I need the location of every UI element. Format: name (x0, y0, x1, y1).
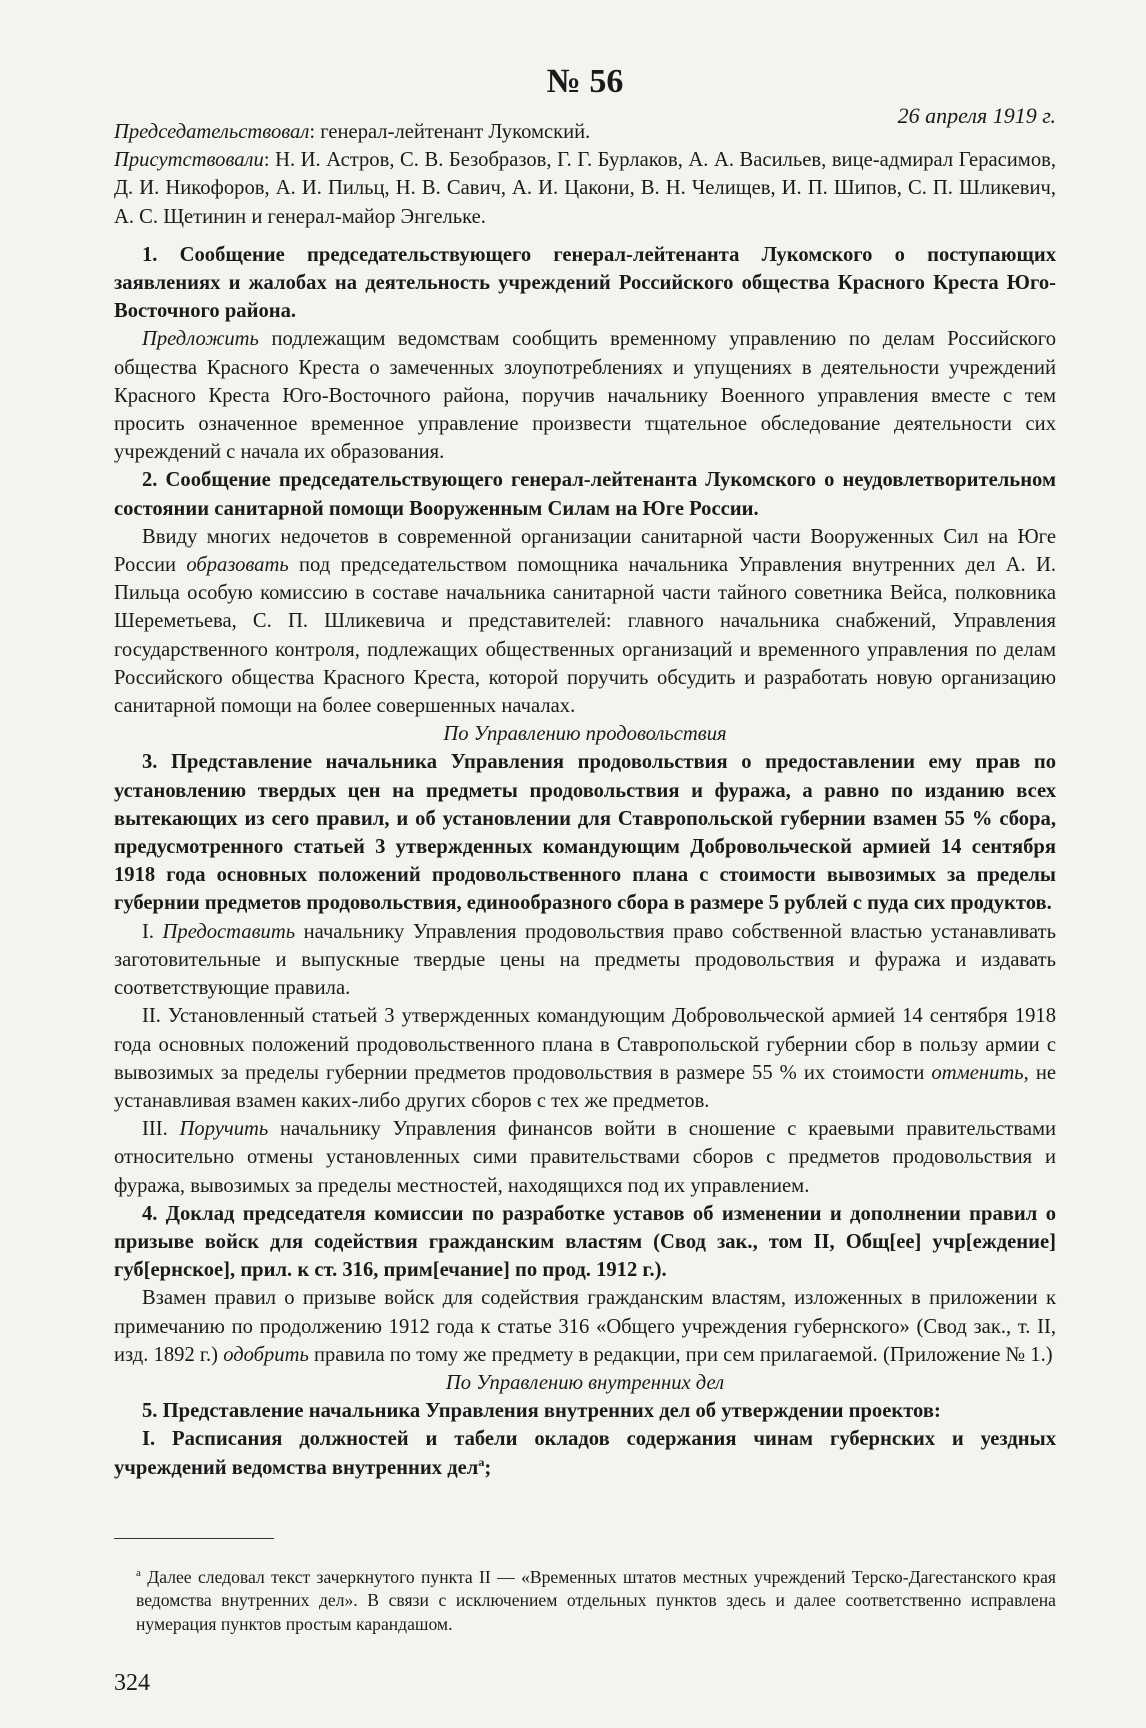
item4-text-a: Взамен правил о призыве войск для содействия гражданским властям, изложенных в приложении к примечанию по продолжению 1912 года к статье 316 «Общего учреждения губернского» (Свод зак., т. II, изд. 1892 г.) (114, 1287, 1056, 1366)
item3-p3-verb: Поручить (179, 1118, 269, 1141)
present-line (114, 146, 1056, 231)
footnote-divider (114, 1538, 274, 1539)
item3-p1-verb: Предоставить (162, 920, 296, 943)
item1-body (114, 325, 1056, 466)
item3-p3-text: начальнику Управления финансов войти в сношение с краевыми правительствами относительно отмены установленных сими правительствами сборов с предметов продовольствия и фуража, вывозимых за пределы местностей, находящихся под их управлением. (114, 1118, 1057, 1197)
item3-point2 (114, 1002, 1056, 1115)
item5-sub1-end: ; (484, 1456, 492, 1479)
footnote-mark: а (136, 1566, 141, 1579)
item3-p1-num: I. (142, 920, 163, 943)
item4-verb: одобрить (223, 1343, 309, 1366)
item3-p2-text-b: , не устанавливая взамен каких-либо других сборов с тех же предметов. (114, 1061, 1056, 1112)
item4-text-b: правила по тому же предмету в редакции, при сем прилагаемой. (Приложение № 1.) (308, 1343, 1053, 1366)
item1-text: подлежащим ведомствам сообщить временному управлению по делам Российского общества Красного Креста о замеченных злоупотреблениях и упущениях в деятельности учреждений Красного Креста Юго-Восточного района, поручив начальнику Военного управления вместе с тем просить означенное временное управление произвести тщательное обследование деятельности сих учреждений с начала их образования. (114, 328, 1056, 464)
item2-body (114, 523, 1056, 720)
item1-verb: Предложить (142, 328, 259, 351)
item4-body (114, 1284, 1056, 1369)
document-header (114, 62, 1056, 128)
item3-point3 (114, 1115, 1056, 1200)
item2-verb: образовать (186, 554, 289, 577)
item3-p2-text-a: II. Установленный статьей 3 утвержденных командующим Добровольческой армией 14 сентября 1918 года основных положений продовольственного плана в Ставропольской губернии сбор в пользу армии с вывозимых за пределы губернии предметов продовольствия в размере 55 % их стоимости (114, 1005, 1056, 1084)
item3-title: 3. Представление начальника Управления продовольствия о предоставлении ему прав по установлению твердых цен на предметы продовольствия и фуража, а равно по изданию всех вытекающих из сего правил, и об установлении для Ставропольской губернии взамен 55 % сбора, предусмотренного статьей 3 утвержденных командующим Добровольческой армией 14 сентября 1918 года основных положений продовольственного плана с стоимости вывозимых за пределы губернии предметов продовольствия, единообразного сбора в размере 5 рублей с пуда сих продуктов. (114, 751, 1056, 915)
chair-label: Председательствовал (114, 121, 310, 143)
document-date: 26 апреля 1919 г. (897, 103, 1056, 128)
item5-sub1 (114, 1425, 1056, 1481)
document-number: № 56 (546, 63, 624, 100)
footnote (136, 1566, 1056, 1637)
footnote-ref: а (478, 1454, 485, 1469)
item4-title: 4. Доклад председателя комиссии по разработке уставов об изменении и дополнении правил о призыве войск для содействия гражданским властям (Свод зак., том II, Общ[ее] учр[еждение] губ[ернское], прил. к ст. 316, прим[ечание] по прод. 1912 г.). (114, 1202, 1056, 1282)
item3-p2-verb: отменить (931, 1061, 1024, 1084)
item3-p3-num: III. (142, 1118, 180, 1141)
item5-sub1-text: I. Расписания должностей и табели окладов содержания чинам губернских и уездных учреждений ведомства внутренних дел (114, 1428, 1056, 1479)
footnote-text: Далее следовал текст зачеркнутого пункта II — «Временных штатов местных учреждений Терско-Дагестанского края ведомства внутренних дел». В связи с исключением отдельных пунктов здесь и далее соответственно исправлена нумерация пунктов простым карандашом. (136, 1566, 1056, 1634)
chair-text: : генерал-лейтенант Лукомский. (309, 121, 591, 143)
section-interior-heading: По Управлению внутренних дел (445, 1371, 725, 1394)
document-body (114, 62, 1056, 1482)
present-label: Присутствовали (114, 149, 264, 172)
item2-title: 2. Сообщение председательствующего генерал-лейтенанта Лукомского о неудовлетворительном состоянии санитарной помощи Вооруженным Силам на Юге России. (114, 469, 1056, 520)
item3-p1-text: начальнику Управления продовольствия право собственной властью устанавливать заготовительные и выпускные твердые цены на предметы продовольствия и фуража и издавать соответствующие правила. (114, 920, 1056, 1000)
present-text: : Н. И. Астров, С. В. Безобразов, Г. Г. Бурлаков, А. А. Васильев, вице-адмирал Герасимов, Д. И. Никофоров, А. И. Пильц, Н. В. Савич, А. И. Цакони, В. Н. Челищев, И. П. Шипов, С. П. Шликевич, А. С. Щетинин и генерал-майор Энгельке. (114, 149, 1056, 228)
page-number: 324 (114, 1670, 150, 1696)
item1-title: 1. Сообщение председательствующего генерал-лейтенанта Лукомского о поступающих заявлениях и жалобах на деятельность учреждений Российского общества Красного Креста Юго-Восточного района. (114, 243, 1056, 323)
item3-point1 (114, 918, 1056, 1003)
item5-title: 5. Представление начальника Управления внутренних дел об утверждении проектов: (142, 1400, 941, 1423)
item2-text-b: под председательством помощника начальника Управления внутренних дел А. И. Пильца особую комиссию в составе начальника санитарной части тайного советника Вейса, полковника Шереметьева, С. П. Шликевича и представителей: главного начальника снабжений, Управления государственного контроля, подлежащих общественных организаций и временного управления по делам Российского общества Красного Креста, которой поручить обсудить и разработать новую организацию санитарной помощи на более совершенных началах. (114, 554, 1056, 718)
item2-text-a: Ввиду многих недочетов в современной организации санитарной части Вооруженных Сил на Юге России (114, 525, 1056, 577)
section-food-heading: По Управлению продовольствия (443, 723, 727, 746)
